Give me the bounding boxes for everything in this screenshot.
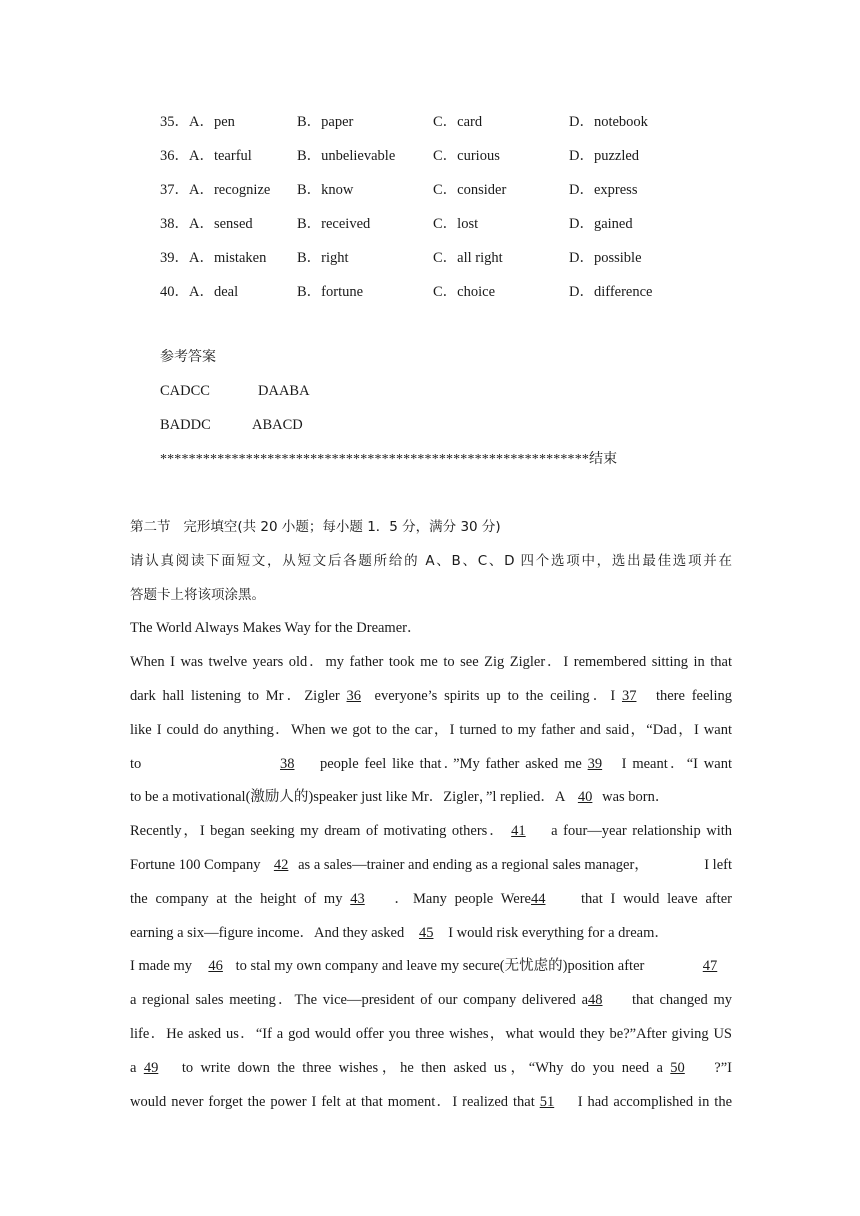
end-label: 结束 [589, 451, 618, 467]
star-divider: ************************************************************ [160, 452, 589, 467]
option-row-35 [160, 108, 720, 142]
question-39-option-c: C．all right [433, 250, 503, 266]
passage-text: ．Many people Were [390, 890, 531, 907]
passage-line [130, 986, 732, 1020]
question-35-option-b: B．paper [297, 114, 354, 130]
passage-line [130, 750, 732, 784]
answer-group: ABACD [252, 417, 303, 433]
passage-text: Recently，I began seeking my dream of motivating others． [130, 823, 512, 840]
blank-41: 41 [511, 823, 526, 840]
blank-36: 36 [346, 687, 362, 704]
blank-51: 51 [539, 1093, 555, 1110]
answer-key [160, 343, 720, 479]
passage-text: to stal my own company and leave my secure(无忧虑的)position after [235, 958, 645, 975]
question-37-option-d: D．express [569, 182, 638, 198]
blank-39: 39 [587, 755, 603, 772]
passage-text: was born． [602, 789, 670, 806]
passage-text: Fortune 100 Company [130, 856, 265, 873]
blank-40: 40 [577, 789, 593, 806]
passage-text: as a sales—trainer and ending as a regional sales manager， [298, 856, 649, 873]
passage-line [130, 1054, 732, 1088]
passage-text: to write down the three wishes，he then asked us，“Why do you need a [181, 1059, 671, 1076]
blank-48: 48 [588, 992, 603, 1009]
passage-text: to [130, 755, 142, 772]
question-40-option-c: C．choice [433, 284, 496, 300]
passage-text: the company at the height of my [130, 890, 351, 907]
passage-text: ?”I [714, 1059, 732, 1076]
answer-key-title: 参考答案 [160, 349, 216, 365]
question-40-option-b: B．fortune [297, 284, 364, 300]
passage-line [130, 919, 732, 953]
blank-43: 43 [350, 890, 365, 907]
passage-line: life．He asked us．“If a god would offer you three wishes，what would they be?”After giving US [130, 1025, 732, 1042]
passage-line [130, 716, 732, 750]
blank-45: 45 [418, 924, 434, 941]
option-row-37 [160, 176, 720, 210]
answer-row-1 [160, 377, 720, 411]
passage-text: like I could do anything．When we got to the car，I turned to my father and said，“Dad，I want [130, 721, 732, 738]
blank-42: 42 [273, 856, 289, 873]
question-39-option-a: 39．A．mistaken [160, 250, 267, 266]
question-38-option-c: C．lost [433, 216, 479, 232]
passage-text: there feeling [655, 687, 732, 704]
question-40-option-d: D．difference [569, 284, 653, 300]
passage-text: I made my [130, 958, 196, 975]
passage-text-group [130, 851, 649, 879]
question-35-option-a: 35．A．pen [160, 114, 235, 130]
question-39-option-b: B．right [297, 250, 349, 266]
answer-row-2 [160, 411, 720, 445]
blank-49: 49 [143, 1059, 159, 1076]
question-36-option-c: C．curious [433, 148, 500, 164]
option-row-39 [160, 244, 720, 278]
passage-text: that I would leave after [580, 890, 732, 907]
question-37-option-a: 37．A．recognize [160, 182, 271, 198]
passage-line: When I was twelve years old．my father took me to see Zig Zigler．I remembered sitting in that [130, 654, 732, 671]
end-divider [160, 445, 720, 479]
answer-group: DAABA [258, 383, 310, 399]
passage-line [130, 851, 732, 885]
blank-47: 47 [702, 958, 718, 975]
passage-text: I meant．“I want [621, 755, 732, 772]
passage-text: a regional sales meeting．The vice—president of our company delivered a [130, 992, 589, 1009]
answer-group: BADDC [160, 417, 211, 433]
passage-line [130, 952, 732, 986]
passage-text: that changed my [632, 992, 732, 1009]
option-row-38 [160, 210, 720, 244]
question-35-option-d: D．notebook [569, 114, 648, 130]
question-36-option-b: B．unbelievable [297, 148, 396, 164]
question-39-option-d: D．possible [569, 250, 642, 266]
passage-text: a four—year relationship with [551, 823, 733, 840]
option-row-36 [160, 142, 720, 176]
passage-text: a [130, 1059, 144, 1076]
passage-text-group [130, 952, 644, 980]
passage-line [130, 783, 732, 817]
question-38-option-b: B．received [297, 216, 371, 232]
passage-text: everyone’s spirits up to the ceiling．I [374, 687, 622, 704]
options-list [160, 108, 720, 312]
passage-line [130, 1088, 732, 1122]
passage-text: people feel like that．”My father asked me [320, 755, 588, 772]
section-heading: 第二节 完形填空(共 20 小题；每小题 1．5 分，满分 30 分) [130, 519, 501, 535]
question-38-option-d: D．gained [569, 216, 633, 232]
blank-44: 44 [530, 890, 546, 907]
passage-text: earning a six—figure income．And they asked [130, 924, 405, 941]
question-40-option-a: 40．A．deal [160, 284, 239, 300]
instructions-line-2: 答题卡上将该项涂黑。 [130, 586, 265, 603]
option-row-40 [160, 278, 720, 312]
question-37-option-c: C．consider [433, 182, 507, 198]
blank-37: 37 [621, 687, 637, 704]
instructions-line-1: 请认真阅读下面短文，从短文后各题所给的 A、B、C、D 四个选项中，选出最佳选项并在 [130, 552, 732, 569]
passage-title: The World Always Makes Way for the Dreamer． [130, 620, 422, 637]
question-35-option-c: C．card [433, 114, 483, 130]
passage-text: I would risk everything for a dream． [448, 924, 669, 941]
blank-38: 38 [280, 755, 295, 772]
blank-50: 50 [670, 1059, 685, 1076]
passage-line [130, 817, 732, 851]
question-36-option-d: D．puzzled [569, 148, 640, 164]
passage-text-group [280, 750, 732, 778]
passage-text: I had accomplished in the [577, 1093, 732, 1110]
passage-line [130, 885, 732, 919]
question-38-option-a: 38．A．sensed [160, 216, 253, 232]
question-36-option-a: 36．A．tearful [160, 148, 252, 164]
answer-group: CADCC [160, 383, 210, 399]
passage-text: would never forget the power I felt at that moment．I realized that [130, 1093, 540, 1110]
passage-text: dark hall listening to Mr．Zigler [130, 687, 347, 704]
passage-line [130, 682, 732, 716]
blank-46: 46 [208, 958, 223, 975]
passage-text: to be a motivational(激励人的)speaker just like Mr．Zigler，”l replied．A [130, 789, 569, 806]
passage-text: I left [704, 856, 732, 873]
cloze-section [130, 513, 732, 1121]
question-37-option-b: B．know [297, 182, 354, 198]
